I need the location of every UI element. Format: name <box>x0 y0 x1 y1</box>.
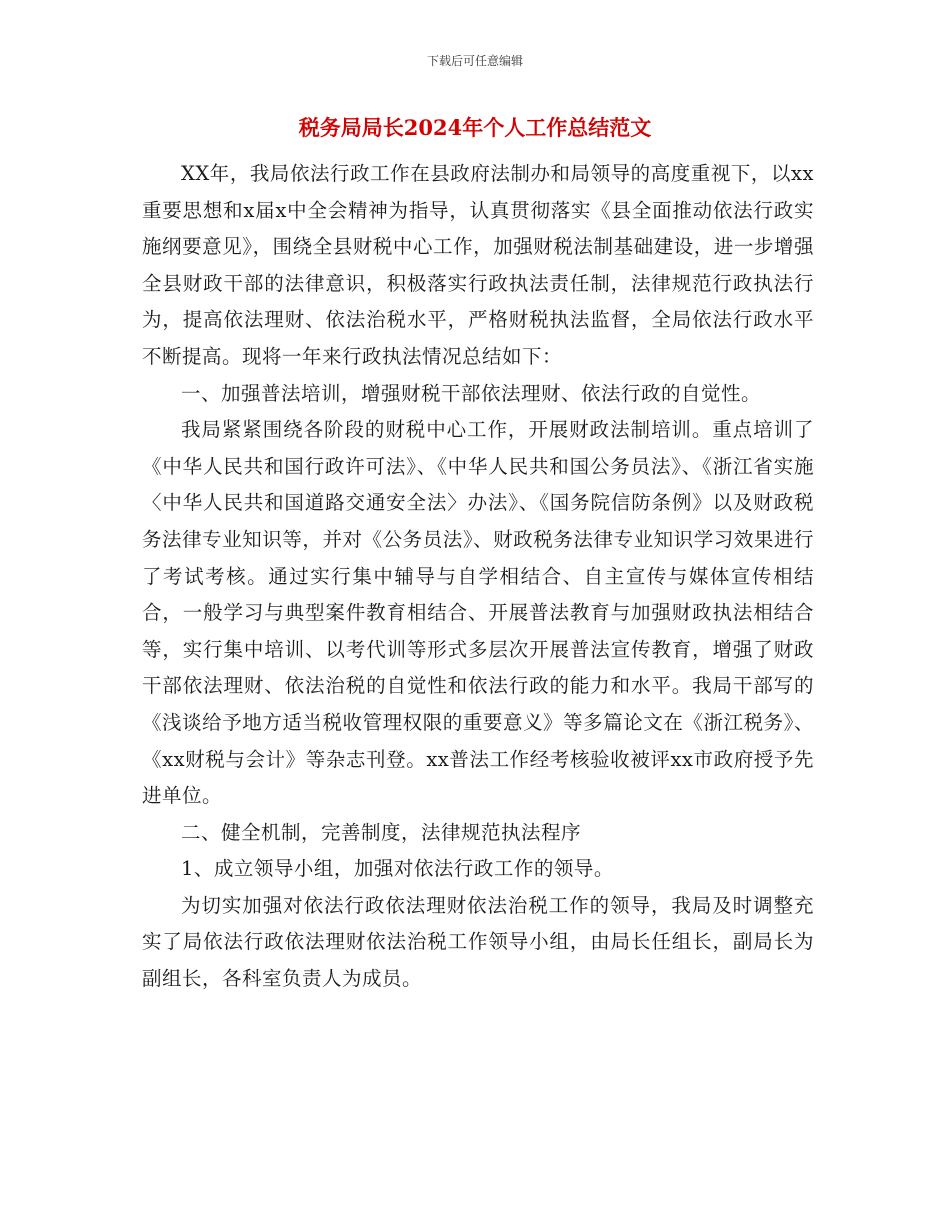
section-heading-2: 二、健全机制，完善制度，法律规范执法程序 <box>181 820 582 844</box>
subsection-heading-1: 1、成立领导小组，加强对依法行政工作的领导。 <box>181 857 614 881</box>
paragraph-intro: XX年，我局依法行政工作在县政府法制办和局领导的高度重视下，以xx重要思想和x届x中全会精神为指导，认真贯彻落实《县全面推动依法行政实施纲要意见》，围绕全县财税中心工作，加强财税法制基础建设，进一步增强全县财政干部的法律意识，积极落实行政执法责任制，法律规范行政执法行为，提高依法理财、依法治税水平，严格财税执法监督，全局依法行政水平不断提高。现将一年来行政执法情况总结如下： <box>142 162 814 368</box>
document-body <box>142 156 814 998</box>
paragraph-leadership: 为切实加强对依法行政依法理财依法治税工作的领导，我局及时调整充实了局依法行政依法理财依法治税工作领导小组，由局长任组长，副局长为副组长，各科室负责人为成员。 <box>142 893 814 991</box>
section-heading-1: 一、加强普法培训，增强财税干部依法理财、依法行政的自觉性。 <box>181 381 762 405</box>
page-header: 下载后可任意编辑 <box>426 54 523 68</box>
document-title: 税务局局长2024年个人工作总结范文 <box>298 115 652 140</box>
paragraph-training: 我局紧紧围绕各阶段的财税中心工作，开展财政法制培训。重点培训了《中华人民共和国行政许可法》、《中华人民共和国公务员法》、《浙江省实施〈中华人民共和国道路交通安全法〉办法》、《国务院信防条例》以及财政税务法律专业知识等，并对《公务员法》、财政税务法律专业知识学习效果进行了考试考核。通过实行集中辅导与自学相结合、自主宣传与媒体宣传相结合，一般学习与典型案件教育相结合、开展普法教育与加强财政执法相结合等，实行集中培训、以考代训等形式多层次开展普法宣传教育，增强了财政干部依法理财、依法治税的自觉性和依法行政的能力和水平。我局干部写的《浅谈给予地方适当税收管理权限的重要意义》等多篇论文在《浙江税务》、《xx财税与会计》等杂志刊登。xx普法工作经考核验收被评xx市政府授予先进单位。 <box>142 418 814 808</box>
